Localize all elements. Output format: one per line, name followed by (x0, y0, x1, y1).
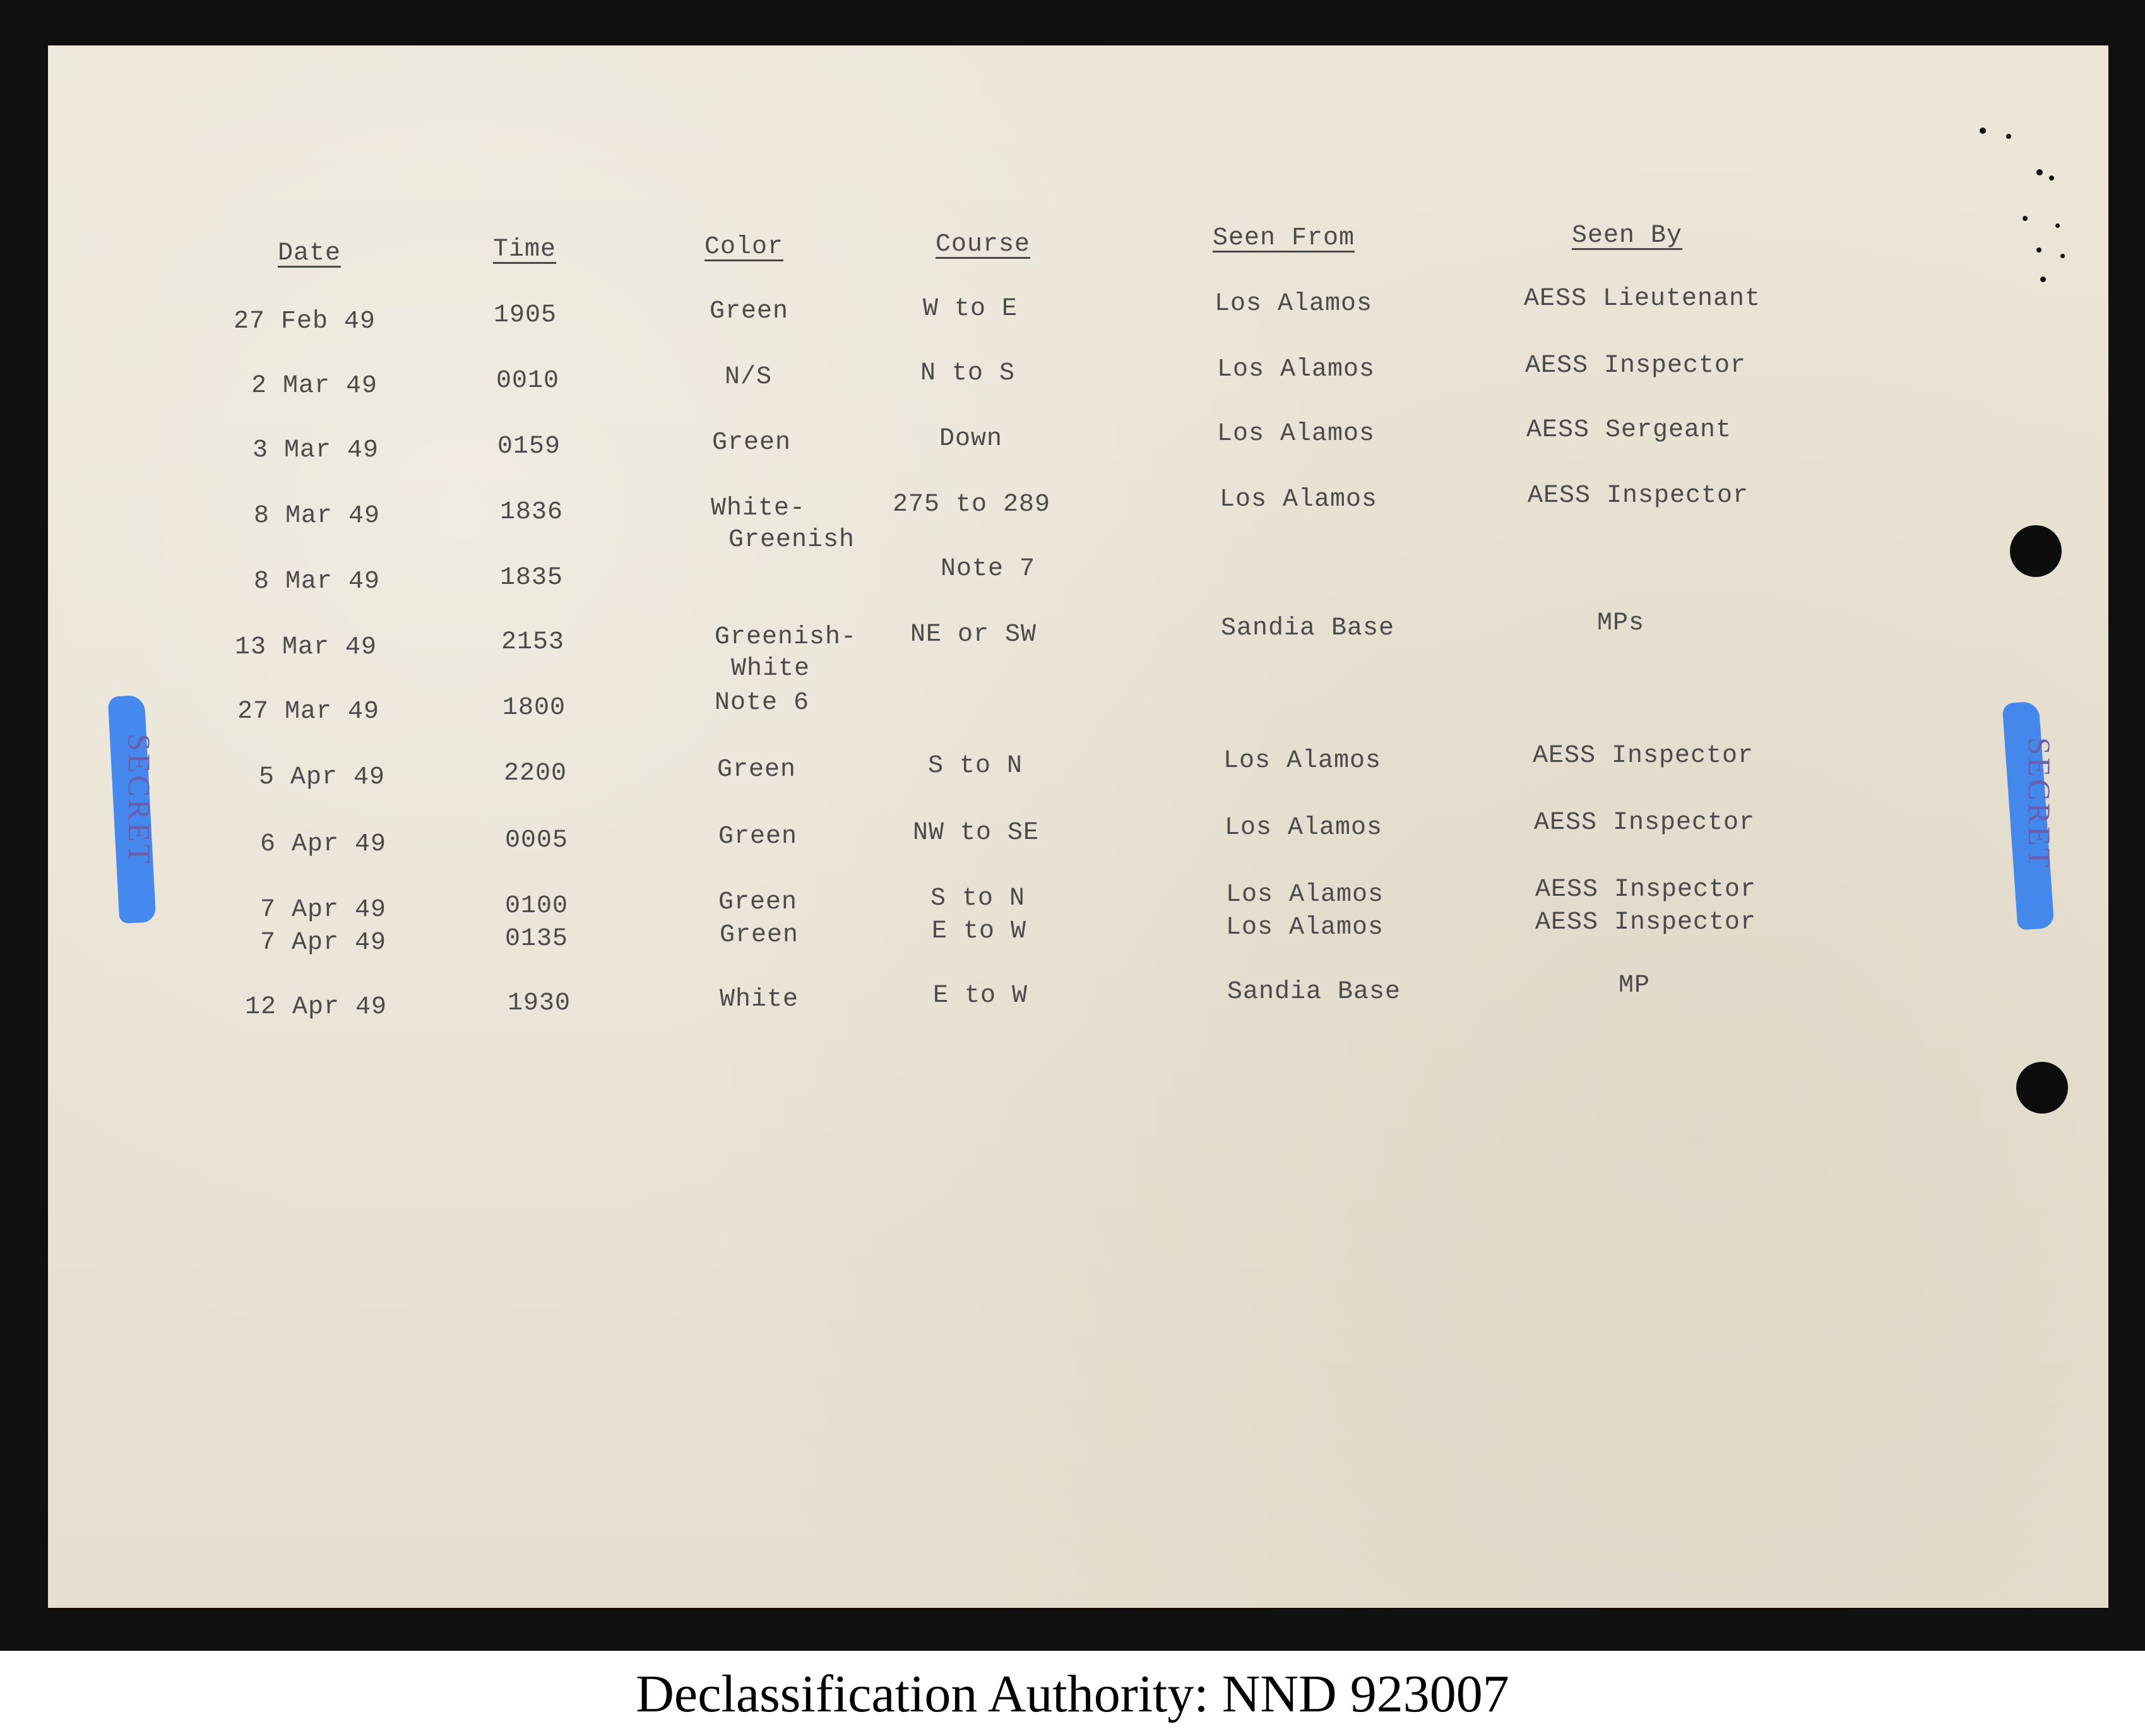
cell-time: 0010 (496, 367, 560, 395)
cell-seen-by: AESS Sergeant (1526, 416, 1732, 444)
speck (2055, 223, 2060, 228)
cell-time: 1835 (500, 564, 564, 592)
cell-date: 7 Apr 49 (260, 896, 387, 924)
cell-course: NW to SE (913, 819, 1040, 847)
cell-color: Greenish- (715, 623, 857, 651)
cell-course: Down (939, 425, 1003, 453)
cell-seen-by: AESS Lieutenant (1524, 285, 1761, 313)
cell-time: 1905 (494, 301, 557, 330)
cell-date: 12 Apr 49 (245, 993, 388, 1021)
cell-seen-by: AESS Inspector (1535, 876, 1757, 904)
cell-course: E to W (933, 982, 1028, 1010)
cell-date: 3 Mar 49 (253, 436, 379, 465)
cell-seen-by: AESS Inspector (1534, 809, 1756, 837)
speck (1980, 128, 1986, 134)
cell-course: 275 to 289 (893, 490, 1051, 519)
header-seen-from: Seen From (1213, 224, 1355, 253)
cell-course: NE or SW (910, 621, 1037, 649)
cell-color: White- (711, 494, 806, 523)
cell-color: Green (720, 921, 799, 949)
cell-color: Green (717, 756, 797, 784)
cell-time: 0159 (497, 432, 561, 461)
cell-course: E to W (932, 917, 1027, 946)
cell-color: Green (710, 297, 789, 326)
cell-color: Green (718, 823, 798, 851)
speck (2049, 175, 2054, 181)
cell-time: 1836 (500, 498, 564, 526)
header-color: Color (704, 233, 784, 261)
document-page (48, 45, 2108, 1608)
speck (2060, 254, 2065, 258)
cell-seen-by: MP (1619, 972, 1651, 1000)
cell-seen-from: Los Alamos (1217, 355, 1376, 384)
cell-seen-from: Sandia Base (1221, 614, 1395, 643)
cell-color-continued: Greenish (728, 526, 855, 554)
cell-color: White (720, 985, 799, 1014)
cell-time: 1800 (502, 694, 566, 722)
cell-color: Green (712, 429, 792, 457)
cell-color: Green (718, 888, 798, 917)
cell-date: 2 Mar 49 (251, 372, 378, 400)
cell-date: 5 Apr 49 (259, 763, 386, 792)
cell-seen-by: AESS Inspector (1525, 352, 1747, 380)
cell-seen-by: AESS Inspector (1533, 742, 1754, 770)
cell-seen-by: MPs (1597, 609, 1645, 638)
cell-date: 8 Mar 49 (254, 568, 381, 596)
cell-time: 1930 (508, 989, 571, 1018)
header-date: Date (278, 239, 342, 268)
header-course: Course (936, 230, 1031, 259)
speck (2036, 247, 2041, 253)
cell-date: 8 Mar 49 (254, 502, 381, 530)
cell-date: 27 Feb 49 (234, 307, 376, 336)
secret-stamp-right-text: SECRET (2022, 737, 2057, 871)
cell-course: S to N (930, 884, 1026, 913)
cell-seen-from: Sandia Base (1227, 978, 1401, 1006)
cell-seen-by: AESS Inspector (1528, 482, 1749, 510)
secret-stamp-left-text: SECRET (122, 734, 157, 867)
cell-time: 0005 (505, 826, 569, 855)
declassification-footer: Declassification Authority: NND 923007 (636, 1665, 1509, 1723)
cell-time: 2153 (501, 628, 565, 657)
cell-color: N/S (725, 363, 773, 391)
cell-course: S to N (928, 752, 1023, 780)
cell-seen-from: Los Alamos (1223, 747, 1382, 775)
cell-time: 0100 (505, 892, 569, 920)
speck (2006, 134, 2011, 139)
cell-seen-from: Los Alamos (1225, 814, 1383, 842)
cell-time: 2200 (504, 759, 567, 788)
cell-course: W to E (923, 295, 1018, 323)
cell-seen-from: Los Alamos (1226, 881, 1384, 909)
punch-hole-top (2010, 525, 2062, 577)
header-seen-by: Seen By (1572, 222, 1683, 250)
speck (2036, 169, 2043, 175)
cell-date: 27 Mar 49 (237, 698, 380, 726)
cell-time: 0135 (505, 925, 569, 953)
cell-seen-from: Los Alamos (1217, 420, 1376, 448)
speck (2023, 216, 2028, 221)
cell-date: 6 Apr 49 (260, 830, 387, 859)
cell-seen-from: Los Alamos (1220, 485, 1378, 514)
cell-color: Note 6 (715, 689, 810, 717)
speck (2040, 276, 2046, 282)
cell-seen-by: AESS Inspector (1535, 908, 1757, 937)
cell-seen-from: Los Alamos (1226, 913, 1384, 942)
cell-seen-from: Los Alamos (1215, 290, 1373, 318)
header-time: Time (493, 235, 557, 264)
cell-date: 13 Mar 49 (235, 633, 377, 662)
cell-course: Note 7 (941, 555, 1036, 583)
cell-color-continued: White (731, 655, 811, 683)
cell-course: N to S (920, 359, 1016, 388)
punch-hole-bottom (2016, 1062, 2068, 1114)
cell-date: 7 Apr 49 (260, 929, 387, 957)
